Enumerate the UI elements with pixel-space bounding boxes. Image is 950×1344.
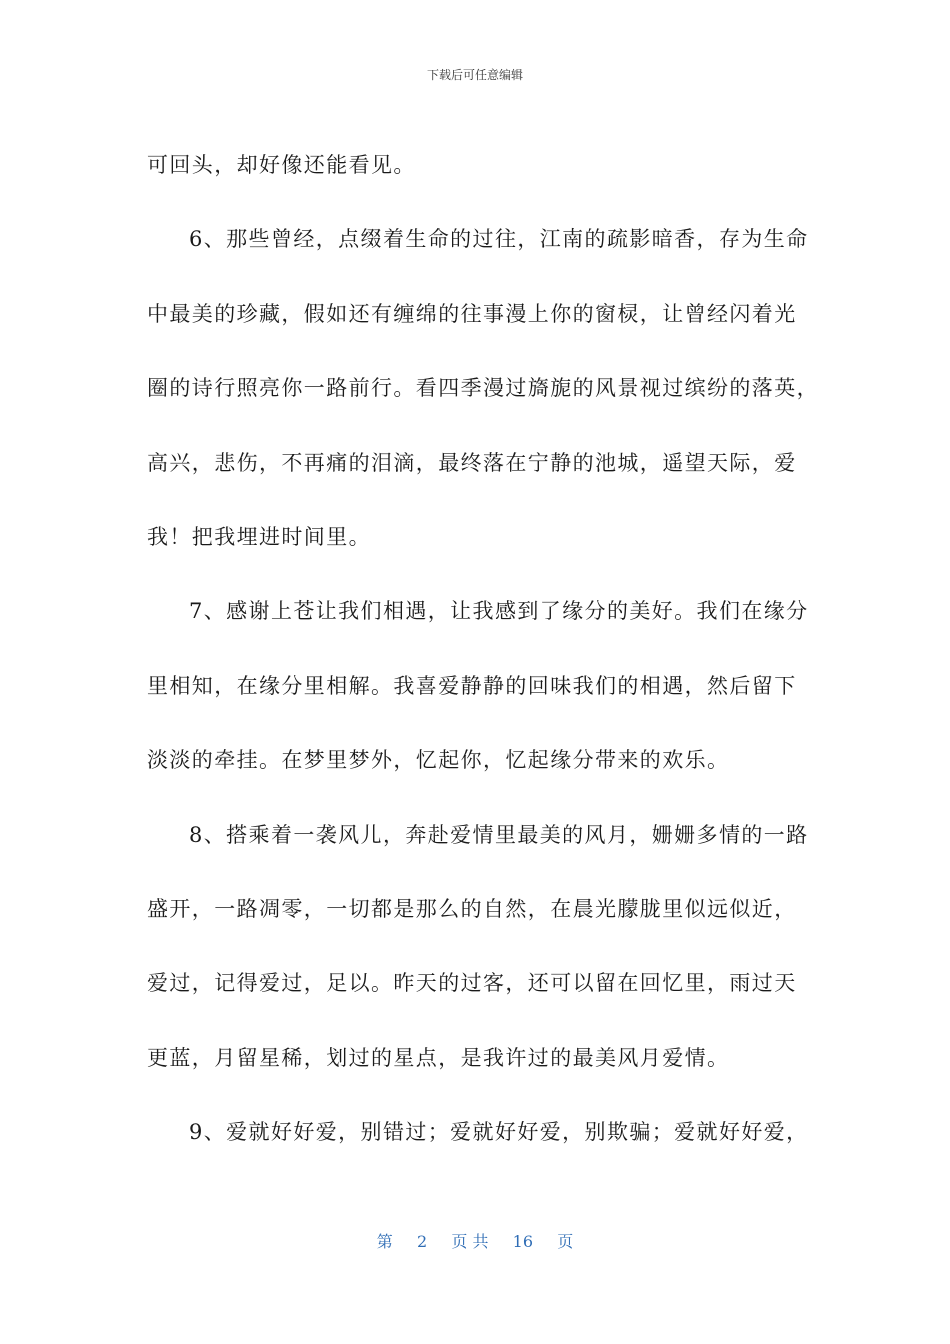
text-line: 盛开，一路凋零，一切都是那么的自然，在晨光朦胧里似远似近， — [147, 896, 797, 921]
text-line: 我！把我埋进时间里。 — [147, 524, 371, 549]
text-line: 里相知，在缘分里相解。我喜爱静静的回味我们的相遇，然后留下 — [147, 673, 797, 698]
text-line: 爱过，记得爱过，足以。昨天的过客，还可以留在回忆里，雨过天 — [147, 971, 797, 996]
text-line: 8、搭乘着一袭风儿，奔赴爱情里最美的风月，姗姗多情的一路 — [189, 822, 809, 847]
document-body — [147, 128, 819, 1169]
text-line: 7、感谢上苍让我们相遇，让我感到了缘分的美好。我们在缘分 — [189, 599, 809, 624]
footer-middle: 页 共 — [451, 1232, 489, 1251]
text-line: 高兴，悲伤，不再痛的泪滴，最终落在宁静的池城，遥望天际，爱 — [147, 450, 797, 475]
header-note: 下载后可任意编辑 — [426, 68, 523, 82]
page-header — [0, 66, 950, 83]
text-line: 6、那些曾经，点缀着生命的过往，江南的疏影暗香，存为生命 — [189, 227, 809, 252]
text-line: 淡淡的牵挂。在梦里梦外，忆起你，忆起缘分带来的欢乐。 — [147, 748, 730, 773]
footer-prefix: 第 — [376, 1232, 393, 1251]
text-line: 可回头，却好像还能看见。 — [147, 153, 416, 177]
footer-suffix: 页 — [557, 1232, 574, 1251]
text-line: 更蓝，月留星稀，划过的星点，是我许过的最美风月爱情。 — [147, 1045, 730, 1070]
current-page-number: 2 — [416, 1232, 428, 1251]
text-line: 9、爱就好好爱，别错过；爱就好好爱，别欺骗；爱就好好爱， — [189, 1120, 809, 1145]
page-footer — [0, 1229, 950, 1252]
total-pages-number: 16 — [512, 1232, 533, 1251]
text-line: 中最美的珍藏，假如还有缠绵的往事漫上你的窗棂，让曾经闪着光 — [147, 301, 797, 326]
text-line: 圈的诗行照亮你一路前行。看四季漫过旖旎的风景视过缤纷的落英， — [147, 376, 819, 401]
